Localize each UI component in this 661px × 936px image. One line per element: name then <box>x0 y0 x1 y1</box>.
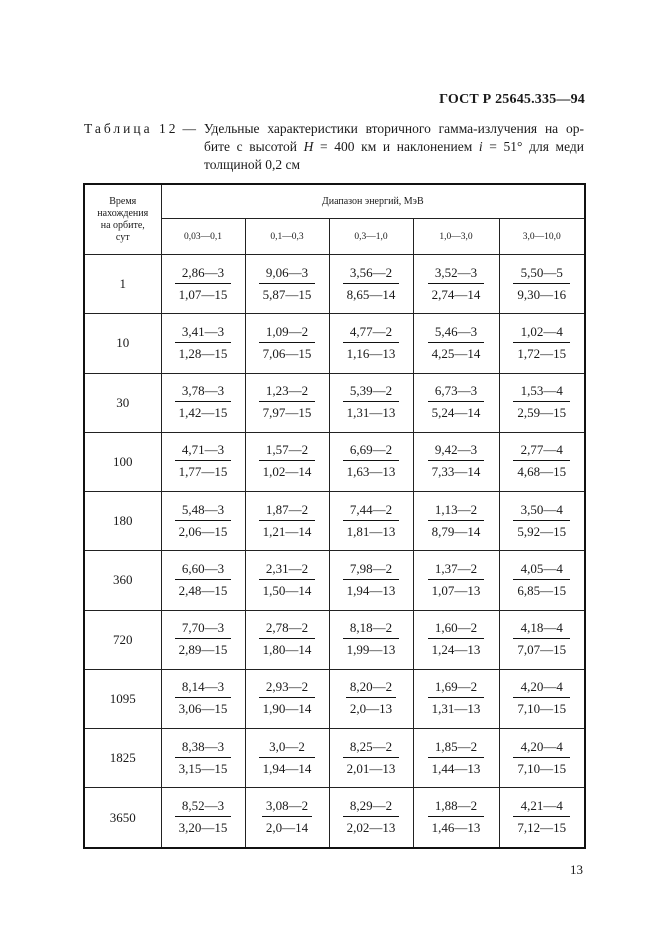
fraction-value <box>259 739 316 777</box>
fraction-numerator: 4,77—2 <box>343 324 400 343</box>
fraction-numerator: 3,41—3 <box>175 324 232 343</box>
fraction-value <box>428 502 485 540</box>
fraction-numerator: 5,39—2 <box>343 383 400 402</box>
value-cell <box>413 669 499 728</box>
fraction-denominator: 7,10—15 <box>517 701 567 717</box>
value-cell <box>329 788 413 848</box>
fraction-value <box>175 739 232 777</box>
fraction-numerator: 3,08—2 <box>262 798 312 817</box>
value-cell <box>161 432 245 491</box>
fraction-numerator: 1,53—4 <box>513 383 570 402</box>
table-row <box>84 255 585 314</box>
fraction-denominator: 6,85—15 <box>517 582 567 598</box>
fraction-value <box>343 739 400 777</box>
fraction-numerator: 4,21—4 <box>513 798 570 817</box>
fraction-numerator: 4,05—4 <box>513 561 570 580</box>
fraction-denominator: 8,79—14 <box>431 523 481 539</box>
table-row <box>84 669 585 728</box>
fraction-value <box>513 324 570 362</box>
fraction-numerator: 9,06—3 <box>259 265 316 284</box>
fraction-numerator: 5,46—3 <box>428 324 485 343</box>
fraction-denominator: 3,06—15 <box>178 701 228 717</box>
fraction-numerator: 8,38—3 <box>175 739 232 758</box>
fraction-denominator: 1,46—13 <box>431 820 481 836</box>
caption-var-i: i <box>478 139 483 154</box>
table-row <box>84 492 585 551</box>
fraction-denominator: 1,63—13 <box>346 464 396 480</box>
fraction-value <box>175 383 232 421</box>
caption-text: = 51° для меди <box>482 139 585 154</box>
value-cell <box>161 610 245 669</box>
fraction-numerator: 6,60—3 <box>175 561 232 580</box>
fraction-denominator: 5,92—15 <box>517 523 567 539</box>
fraction-denominator: 1,07—15 <box>178 286 228 302</box>
fraction-value <box>175 561 232 599</box>
value-cell <box>161 492 245 551</box>
fraction-denominator: 1,42—15 <box>178 405 228 421</box>
value-cell <box>499 373 585 432</box>
fraction-denominator: 1,31—13 <box>346 405 396 421</box>
fraction-value <box>428 739 485 777</box>
fraction-value <box>175 679 232 717</box>
fraction-denominator: 2,0—13 <box>349 701 393 717</box>
fraction-numerator: 4,71—3 <box>175 442 232 461</box>
caption-title-text: — Удельные характеристики вторичного гамма-излучения на ор- <box>182 121 584 136</box>
value-cell <box>329 255 413 314</box>
time-value-cell: 1 <box>84 255 161 314</box>
fraction-numerator: 8,29—2 <box>343 798 400 817</box>
value-cell <box>499 729 585 788</box>
fraction-denominator: 2,01—13 <box>346 760 396 776</box>
fraction-numerator: 7,44—2 <box>343 502 400 521</box>
fraction-value <box>175 620 232 658</box>
fraction-value <box>428 265 485 303</box>
document-code: ГОСТ Р 25645.335—94 <box>439 92 585 107</box>
fraction-denominator: 1,24—13 <box>431 642 481 658</box>
fraction-value <box>513 739 570 777</box>
fraction-numerator: 8,25—2 <box>343 739 400 758</box>
time-value-cell: 720 <box>84 610 161 669</box>
time-value-cell: 1095 <box>84 669 161 728</box>
table-row <box>84 314 585 373</box>
value-cell <box>413 729 499 788</box>
fraction-denominator: 1,16—13 <box>346 345 396 361</box>
value-cell <box>245 492 329 551</box>
fraction-denominator: 7,10—15 <box>517 760 567 776</box>
value-cell <box>413 255 499 314</box>
fraction-numerator: 1,87—2 <box>259 502 316 521</box>
fraction-numerator: 8,14—3 <box>175 679 232 698</box>
fraction-denominator: 1,94—13 <box>346 582 396 598</box>
table-row <box>84 551 585 610</box>
fraction-numerator: 4,20—4 <box>513 679 570 698</box>
fraction-value <box>259 561 316 599</box>
table-row <box>84 729 585 788</box>
fraction-value <box>346 679 396 717</box>
fraction-denominator: 1,21—14 <box>262 523 312 539</box>
fraction-value <box>428 442 485 480</box>
value-cell <box>413 314 499 373</box>
value-cell <box>499 314 585 373</box>
fraction-denominator: 1,99—13 <box>346 642 396 658</box>
fraction-numerator: 3,50—4 <box>513 502 570 521</box>
value-cell <box>161 669 245 728</box>
fraction-numerator: 5,50—5 <box>513 265 570 284</box>
fraction-numerator: 5,48—3 <box>175 502 232 521</box>
caption-text: бите с высотой <box>204 139 304 154</box>
fraction-value <box>428 679 485 717</box>
table-row <box>84 432 585 491</box>
fraction-numerator: 9,42—3 <box>428 442 485 461</box>
fraction-denominator: 1,80—14 <box>262 642 312 658</box>
value-cell <box>499 788 585 848</box>
fraction-denominator: 7,97—15 <box>262 405 312 421</box>
fraction-numerator: 4,18—4 <box>513 620 570 639</box>
fraction-numerator: 1,09—2 <box>259 324 316 343</box>
table-body <box>84 255 585 849</box>
value-cell <box>329 729 413 788</box>
fraction-value <box>513 502 570 540</box>
data-table <box>83 183 586 849</box>
table-caption <box>84 120 584 174</box>
value-cell <box>329 551 413 610</box>
fraction-denominator: 1,77—15 <box>178 464 228 480</box>
energy-range-header: 1,0—3,0 <box>413 219 499 255</box>
fraction-value <box>513 679 570 717</box>
fraction-denominator: 7,33—14 <box>431 464 481 480</box>
value-cell <box>161 314 245 373</box>
value-cell <box>499 255 585 314</box>
value-cell <box>329 492 413 551</box>
time-value-cell: 3650 <box>84 788 161 848</box>
time-value-cell: 10 <box>84 314 161 373</box>
time-value-cell: 30 <box>84 373 161 432</box>
fraction-value <box>343 502 400 540</box>
fraction-denominator: 4,68—15 <box>517 464 567 480</box>
energy-range-header: 0,1—0,3 <box>245 219 329 255</box>
fraction-denominator: 2,59—15 <box>517 405 567 421</box>
table-row <box>84 373 585 432</box>
value-cell <box>161 373 245 432</box>
fraction-denominator: 5,87—15 <box>262 286 312 302</box>
value-cell <box>499 432 585 491</box>
value-cell <box>413 432 499 491</box>
fraction-numerator: 2,31—2 <box>259 561 316 580</box>
fraction-denominator: 2,0—14 <box>265 820 309 836</box>
value-cell <box>161 255 245 314</box>
fraction-value <box>428 620 485 658</box>
fraction-denominator: 1,90—14 <box>262 701 312 717</box>
fraction-numerator: 1,57—2 <box>259 442 316 461</box>
caption-line-2 <box>84 138 584 156</box>
time-value-cell: 180 <box>84 492 161 551</box>
value-cell <box>245 314 329 373</box>
value-cell <box>329 610 413 669</box>
fraction-denominator: 5,24—14 <box>431 405 481 421</box>
fraction-denominator: 1,94—14 <box>262 760 312 776</box>
value-cell <box>329 432 413 491</box>
fraction-value <box>259 265 316 303</box>
fraction-numerator: 3,56—2 <box>343 265 400 284</box>
fraction-value <box>259 620 316 658</box>
energy-range-header: 0,3—1,0 <box>329 219 413 255</box>
fraction-numerator: 3,52—3 <box>428 265 485 284</box>
fraction-denominator: 2,74—14 <box>431 286 481 302</box>
fraction-numerator: 2,86—3 <box>175 265 232 284</box>
fraction-denominator: 8,65—14 <box>346 286 396 302</box>
fraction-denominator: 2,48—15 <box>178 582 228 598</box>
fraction-value <box>428 798 485 836</box>
energy-range-header: 0,03—0,1 <box>161 219 245 255</box>
value-cell <box>245 432 329 491</box>
table-row <box>84 788 585 848</box>
value-cell <box>245 729 329 788</box>
time-header-line: Время <box>109 195 137 207</box>
time-header-line: на орбите, <box>100 219 145 231</box>
fraction-denominator: 1,44—13 <box>431 760 481 776</box>
fraction-numerator: 3,0—2 <box>259 739 316 758</box>
fraction-value <box>262 798 312 836</box>
fraction-value <box>175 442 232 480</box>
fraction-numerator: 3,78—3 <box>175 383 232 402</box>
fraction-denominator: 1,02—14 <box>262 464 312 480</box>
fraction-numerator: 2,78—2 <box>259 620 316 639</box>
fraction-value <box>513 383 570 421</box>
time-value-cell: 360 <box>84 551 161 610</box>
fraction-value <box>259 324 316 362</box>
fraction-denominator: 1,81—13 <box>346 523 396 539</box>
fraction-numerator: 1,85—2 <box>428 739 485 758</box>
time-column-header <box>84 184 161 255</box>
fraction-denominator: 1,07—13 <box>431 582 481 598</box>
fraction-numerator: 6,73—3 <box>428 383 485 402</box>
fraction-denominator: 7,07—15 <box>517 642 567 658</box>
fraction-numerator: 2,93—2 <box>259 679 316 698</box>
fraction-denominator: 7,06—15 <box>262 345 312 361</box>
fraction-value <box>428 324 485 362</box>
fraction-denominator: 2,02—13 <box>346 820 396 836</box>
fraction-value <box>175 502 232 540</box>
page-number: 13 <box>570 862 583 877</box>
fraction-denominator: 1,28—15 <box>178 345 228 361</box>
time-header-line: нахождения <box>97 207 149 219</box>
energy-range-group-header: Диапазон энергий, МэВ <box>161 184 585 219</box>
fraction-value <box>343 383 400 421</box>
value-cell <box>245 788 329 848</box>
fraction-denominator: 4,25—14 <box>431 345 481 361</box>
value-cell <box>499 610 585 669</box>
fraction-denominator: 1,31—13 <box>431 701 481 717</box>
fraction-denominator: 2,06—15 <box>178 523 228 539</box>
fraction-value <box>343 620 400 658</box>
energy-range-header: 3,0—10,0 <box>499 219 585 255</box>
caption-table-label: Таблица 12 <box>84 121 179 136</box>
fraction-value <box>343 798 400 836</box>
fraction-denominator: 9,30—16 <box>517 286 567 302</box>
value-cell <box>413 551 499 610</box>
fraction-denominator: 7,12—15 <box>517 820 567 836</box>
fraction-denominator: 1,50—14 <box>262 582 312 598</box>
fraction-value <box>343 265 400 303</box>
value-cell <box>245 373 329 432</box>
fraction-numerator: 1,02—4 <box>513 324 570 343</box>
value-cell <box>161 788 245 848</box>
fraction-numerator: 6,69—2 <box>343 442 400 461</box>
fraction-value <box>259 502 316 540</box>
value-cell <box>413 373 499 432</box>
fraction-numerator: 8,18—2 <box>343 620 400 639</box>
fraction-value <box>259 383 316 421</box>
caption-var-h: H <box>303 139 314 154</box>
fraction-value <box>513 798 570 836</box>
time-value-cell: 100 <box>84 432 161 491</box>
fraction-numerator: 7,70—3 <box>175 620 232 639</box>
fraction-value <box>259 442 316 480</box>
fraction-numerator: 8,20—2 <box>346 679 396 698</box>
value-cell <box>329 373 413 432</box>
value-cell <box>245 255 329 314</box>
caption-line-2-text <box>204 138 584 156</box>
fraction-denominator: 3,15—15 <box>178 760 228 776</box>
value-cell <box>499 669 585 728</box>
caption-text: = 400 км и наклонением <box>313 139 479 154</box>
fraction-value <box>428 561 485 599</box>
value-cell <box>413 788 499 848</box>
value-cell <box>161 729 245 788</box>
caption-line-1 <box>84 120 584 138</box>
time-header-line: сут <box>115 231 130 243</box>
fraction-numerator: 1,13—2 <box>428 502 485 521</box>
fraction-denominator: 1,72—15 <box>517 345 567 361</box>
value-cell <box>245 610 329 669</box>
table-header-row <box>84 184 585 219</box>
fraction-value <box>343 324 400 362</box>
fraction-value <box>513 620 570 658</box>
value-cell <box>161 551 245 610</box>
fraction-numerator: 8,52—3 <box>175 798 232 817</box>
fraction-numerator: 2,77—4 <box>513 442 570 461</box>
value-cell <box>413 492 499 551</box>
fraction-value <box>175 324 232 362</box>
value-cell <box>413 610 499 669</box>
value-cell <box>329 669 413 728</box>
fraction-numerator: 7,98—2 <box>343 561 400 580</box>
fraction-value <box>175 798 232 836</box>
value-cell <box>499 492 585 551</box>
fraction-value <box>428 383 485 421</box>
value-cell <box>245 669 329 728</box>
fraction-numerator: 1,69—2 <box>428 679 485 698</box>
fraction-numerator: 4,20—4 <box>513 739 570 758</box>
fraction-numerator: 1,60—2 <box>428 620 485 639</box>
value-cell <box>499 551 585 610</box>
table-row <box>84 610 585 669</box>
time-value-cell: 1825 <box>84 729 161 788</box>
fraction-numerator: 1,88—2 <box>428 798 485 817</box>
fraction-value <box>513 442 570 480</box>
fraction-numerator: 1,37—2 <box>428 561 485 580</box>
value-cell <box>329 314 413 373</box>
fraction-numerator: 1,23—2 <box>259 383 316 402</box>
fraction-value <box>343 442 400 480</box>
fraction-value <box>513 265 570 303</box>
fraction-value <box>343 561 400 599</box>
fraction-denominator: 2,89—15 <box>178 642 228 658</box>
fraction-value <box>175 265 232 303</box>
fraction-value <box>513 561 570 599</box>
caption-line-3: толщиной 0,2 см <box>204 157 301 172</box>
value-cell <box>245 551 329 610</box>
fraction-denominator: 3,20—15 <box>178 820 228 836</box>
fraction-value <box>259 679 316 717</box>
